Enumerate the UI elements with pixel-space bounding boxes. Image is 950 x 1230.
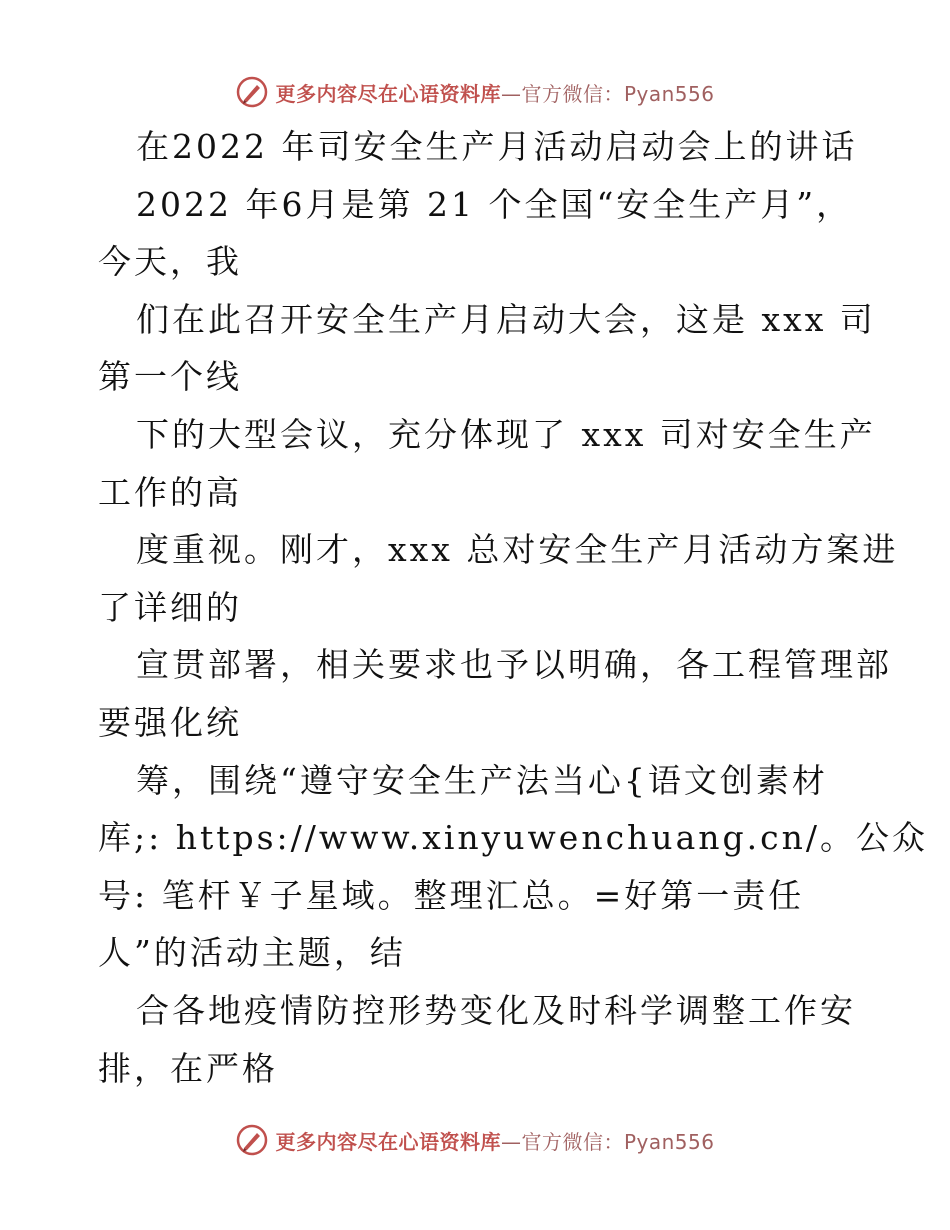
banner-wechat: —官方微信：Pyan556 (500, 81, 715, 106)
banner-text (275, 1126, 714, 1155)
banner-text (275, 78, 714, 107)
pen-logo-icon (235, 1123, 269, 1157)
text-line: 排，在严格 (98, 1048, 278, 1088)
text-line: 度重视。刚才，xxx 总对安全生产月活动方案进 (136, 530, 899, 570)
text-line: 在2022 年司安全生产月活动启动会上的讲话 (136, 127, 858, 166)
text-line: 今天，我 (98, 242, 242, 282)
text-line: 合各地疫情防控形势变化及时科学调整工作安 (136, 990, 856, 1030)
text-line: 宣贯部署，相关要求也予以明确，各工程管理部 (136, 645, 892, 685)
text-line: 人”的活动主题，结 (98, 933, 406, 973)
text-line: 筹，围绕“遵守安全生产法当心{语文创素材 (136, 760, 828, 800)
text-line: 要强化统 (98, 702, 242, 742)
banner-brand: 更多内容尽在心语资料库 (275, 1129, 501, 1154)
text-line: 们在此召开安全生产月启动大会，这是 xxx 司 (136, 299, 876, 339)
footer-banner (0, 1118, 950, 1162)
pen-logo-icon (235, 75, 269, 109)
text-line: 库;: https://www.xinyuwenchuang.cn/。公众 (98, 818, 928, 858)
document-body (98, 118, 928, 1097)
text-line: 了详细的 (98, 587, 242, 627)
text-line: 号: 笔杆￥子星域。整理汇总。=好第一责任 (98, 875, 805, 915)
text-line: 下的大型会议，充分体现了 xxx 司对安全生产 (136, 414, 876, 454)
banner-brand: 更多内容尽在心语资料库 (275, 81, 501, 106)
text-line: 工作的高 (98, 472, 242, 512)
text-line: 第一个线 (98, 357, 242, 397)
text-line: 2022 年6月是第 21 个全国“安全生产月”， (136, 184, 853, 224)
banner-wechat: —官方微信：Pyan556 (500, 1129, 715, 1154)
header-banner (0, 70, 950, 114)
